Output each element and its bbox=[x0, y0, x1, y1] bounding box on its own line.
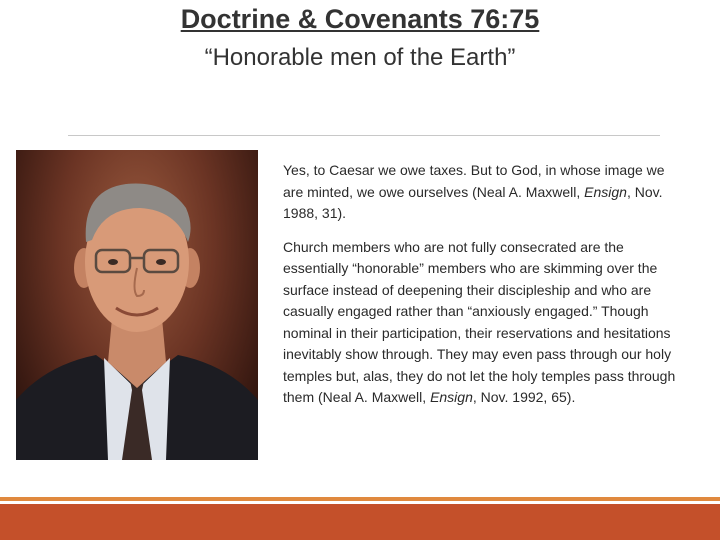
quote-source: Ensign bbox=[430, 389, 473, 405]
footer-bar bbox=[0, 504, 720, 540]
divider-line bbox=[68, 135, 660, 136]
quote-citation: , Nov. 1988, 31). bbox=[283, 183, 663, 221]
slide-subtitle: “Honorable men of the Earth” bbox=[204, 44, 516, 71]
quote-text: Church members who are not fully consecrated are the essentially “honorable” members who are skimming over the surface instead of deepening their discipleship and who are casually engaged rather than “anxiously engaged.” Though nominal in their participation, their reservations and hesitations inevitably show through. They may even pass through our holy temples but, alas, they do not let the holy temples pass through them (Neal A. Maxwell, bbox=[283, 238, 676, 405]
footer-accent-line bbox=[0, 497, 720, 501]
quote-text: Yes, to Caesar we owe taxes. But to God, in whose image we are minted, we owe ourselves (Neal A. Maxwell, bbox=[283, 162, 665, 200]
quote-paragraph bbox=[283, 237, 683, 409]
slide-title: Doctrine & Covenants 76:75 bbox=[180, 4, 540, 34]
quote-text-block bbox=[283, 160, 683, 421]
quote-citation: , Nov. 1992, 65). bbox=[472, 389, 576, 405]
quote-paragraph bbox=[283, 160, 683, 225]
portrait-photo bbox=[16, 150, 258, 460]
quote-source: Ensign bbox=[584, 183, 627, 200]
